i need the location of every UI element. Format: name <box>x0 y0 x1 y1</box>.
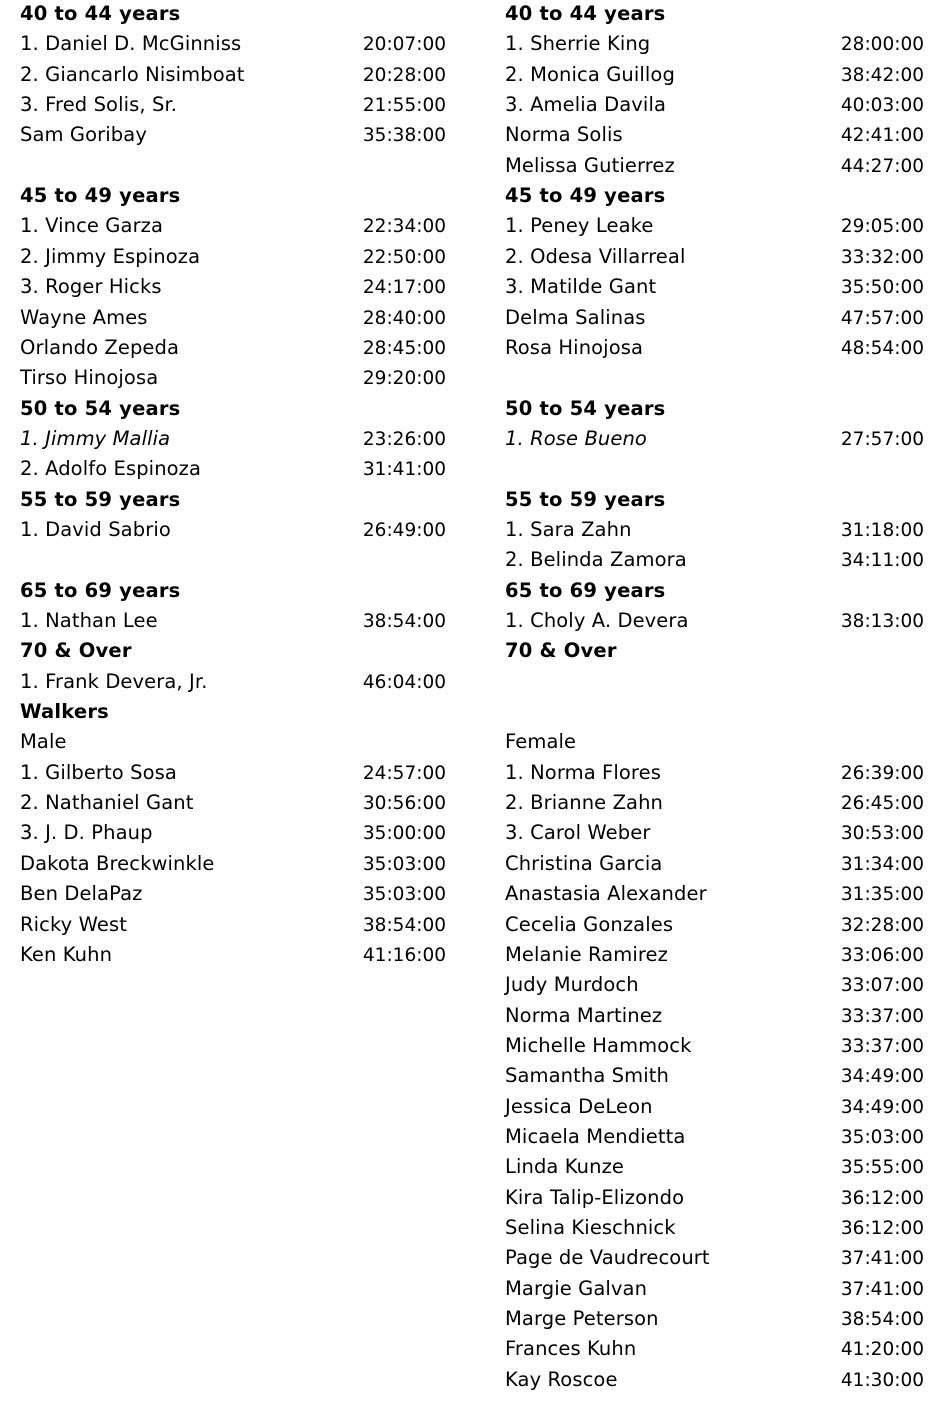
runner-name: 2. Belinda Zamora <box>505 548 687 572</box>
runner-name: 1. Nathan Lee <box>20 609 158 632</box>
finish-time: 34:49:00 <box>840 1096 924 1118</box>
result-row <box>20 120 446 150</box>
finish-time: 30:56:00 <box>362 793 446 815</box>
result-row <box>505 758 924 788</box>
finish-time: 41:20:00 <box>840 1339 924 1361</box>
finish-time: 35:03:00 <box>362 884 446 906</box>
finish-time: 34:49:00 <box>840 1066 924 1088</box>
runner-name: Orlando Zepeda <box>20 335 180 359</box>
finish-time: 28:40:00 <box>362 307 446 329</box>
finish-time: 38:54:00 <box>840 1309 924 1331</box>
finish-time: 32:28:00 <box>840 914 924 936</box>
finish-time: 31:18:00 <box>840 519 924 541</box>
finish-time: 24:17:00 <box>362 277 446 299</box>
category-label: 55 to 59 years <box>20 487 181 511</box>
result-row <box>20 910 446 940</box>
result-row <box>505 970 924 1000</box>
category-label: 40 to 44 years <box>20 2 181 25</box>
result-row <box>505 1122 924 1152</box>
runner-name: Tirso Hinojosa <box>20 366 159 390</box>
finish-time: 24:57:00 <box>362 762 446 784</box>
runner-name: Judy Murdoch <box>505 973 639 997</box>
finish-time: 31:35:00 <box>840 884 924 906</box>
category-label: 65 to 69 years <box>505 578 666 602</box>
finish-time: 44:27:00 <box>840 155 924 177</box>
category-label: 70 & Over <box>20 639 132 663</box>
runner-name: Christina Garcia <box>505 851 663 875</box>
category-label: 70 & Over <box>505 639 617 663</box>
runner-name: Micaela Mendietta <box>505 1124 686 1148</box>
finish-time: 31:41:00 <box>362 459 446 481</box>
category-heading <box>505 636 924 666</box>
finish-time: 41:30:00 <box>840 1369 924 1391</box>
category-label: 55 to 59 years <box>505 487 666 511</box>
runner-name: Frances Kuhn <box>505 1337 637 1361</box>
runner-name: Ben DelaPaz <box>20 882 143 906</box>
finish-time: 38:54:00 <box>362 611 446 632</box>
finish-time: 26:45:00 <box>840 793 924 815</box>
finish-time: 28:00:00 <box>840 34 924 56</box>
runner-name: Michelle Hammock <box>505 1033 692 1057</box>
finish-time: 27:57:00 <box>840 428 924 450</box>
result-row <box>20 363 446 393</box>
runner-name: Marge Peterson <box>505 1307 659 1331</box>
runner-name: Linda Kunze <box>505 1155 625 1179</box>
runner-name: 2. Brianne Zahn <box>505 791 664 815</box>
runner-name: Ken Kuhn <box>20 942 113 966</box>
runner-name: 2. Jimmy Espinoza <box>20 244 201 268</box>
category-label: 50 to 54 years <box>20 396 181 420</box>
category-heading <box>20 485 446 515</box>
finish-time: 33:32:00 <box>840 246 924 268</box>
result-row <box>505 151 924 181</box>
result-row <box>505 1304 924 1334</box>
result-row <box>505 1274 924 1304</box>
runner-name: 1. Peney Leake <box>505 214 654 238</box>
finish-time: 48:54:00 <box>840 337 924 359</box>
runner-name: 2. Odesa Villarreal <box>505 244 686 268</box>
finish-time: 33:06:00 <box>840 944 924 966</box>
runner-name: 3. Carol Weber <box>505 821 651 845</box>
result-row <box>505 303 924 333</box>
category-heading <box>505 485 924 515</box>
runner-name: Anastasia Alexander <box>505 882 707 906</box>
result-row <box>505 1152 924 1182</box>
finish-time: 21:55:00 <box>362 95 446 117</box>
result-row <box>505 60 924 90</box>
result-row <box>505 424 924 454</box>
result-row <box>20 818 446 848</box>
runner-name: Female <box>505 730 577 754</box>
finish-time: 36:12:00 <box>840 1218 924 1239</box>
runner-name: Norma Martinez <box>505 1003 663 1027</box>
runner-name: 1. Choly A. Devera <box>505 609 689 632</box>
finish-time: 41:16:00 <box>362 944 446 966</box>
result-row <box>20 29 446 59</box>
finish-time: 35:03:00 <box>840 1126 924 1148</box>
category-heading <box>20 697 446 727</box>
finish-time: 38:54:00 <box>362 914 446 936</box>
result-row <box>505 940 924 970</box>
result-row <box>20 60 446 90</box>
runner-name: 2. Giancarlo Nisimboat <box>20 62 245 86</box>
result-row <box>505 29 924 59</box>
finish-time: 47:57:00 <box>840 307 924 329</box>
runner-name: 1. Rose Bueno <box>505 426 647 450</box>
result-row <box>505 1001 924 1031</box>
result-row <box>505 545 924 575</box>
category-heading <box>20 0 446 29</box>
runner-name: Male <box>20 730 67 754</box>
category-heading <box>20 576 446 606</box>
result-row <box>20 515 446 545</box>
runner-name: Page de Vaudrecourt <box>505 1246 710 1270</box>
runner-name: Melanie Ramirez <box>505 942 668 966</box>
finish-time: 33:37:00 <box>840 1005 924 1027</box>
result-row <box>20 606 446 636</box>
result-row <box>20 242 446 272</box>
result-row <box>505 849 924 879</box>
category-label: 45 to 49 years <box>20 184 181 208</box>
category-heading <box>505 0 924 29</box>
category-label: 65 to 69 years <box>20 578 181 602</box>
result-row <box>505 90 924 120</box>
result-row <box>20 272 446 302</box>
runner-name: 1. David Sabrio <box>20 517 171 541</box>
result-row <box>505 1092 924 1122</box>
runner-name: 3. Matilde Gant <box>505 275 657 299</box>
runner-name: 1. Daniel D. McGinniss <box>20 32 242 56</box>
result-row <box>20 940 446 970</box>
finish-time: 40:03:00 <box>840 95 924 117</box>
finish-time: 37:41:00 <box>840 1278 924 1300</box>
result-row <box>505 910 924 940</box>
finish-time: 35:00:00 <box>362 823 446 845</box>
finish-time: 38:42:00 <box>840 64 924 86</box>
finish-time: 20:28:00 <box>362 64 446 86</box>
finish-time: 35:38:00 <box>362 125 446 147</box>
result-row <box>505 333 924 363</box>
result-row <box>20 454 446 484</box>
finish-time: 30:53:00 <box>840 823 924 845</box>
result-row <box>505 211 924 241</box>
finish-time: 20:07:00 <box>362 34 446 56</box>
runner-name: 1. Gilberto Sosa <box>20 760 177 784</box>
runner-name: 3. Fred Solis, Sr. <box>20 93 178 117</box>
finish-time: 29:05:00 <box>840 216 924 238</box>
result-row <box>505 272 924 302</box>
runner-name: Ricky West <box>20 912 127 936</box>
finish-time: 35:50:00 <box>840 277 924 299</box>
result-row <box>505 242 924 272</box>
result-row <box>20 90 446 120</box>
result-row <box>505 1243 924 1273</box>
runner-name: Margie Galvan <box>505 1276 648 1300</box>
runner-name: 1. Jimmy Mallia <box>20 426 171 450</box>
runner-name: Dakota Breckwinkle <box>20 851 215 875</box>
finish-time: 33:07:00 <box>840 975 924 997</box>
finish-time: 31:34:00 <box>840 853 924 875</box>
category-label: 45 to 49 years <box>505 184 666 208</box>
result-row <box>20 788 446 818</box>
category-heading <box>505 181 924 211</box>
finish-time: 36:12:00 <box>840 1187 924 1209</box>
result-row <box>20 727 446 757</box>
result-row <box>505 1334 924 1364</box>
runner-name: Norma Solis <box>505 123 623 147</box>
runner-name: 1. Norma Flores <box>505 760 661 784</box>
finish-time: 26:39:00 <box>840 762 924 784</box>
category-heading <box>20 181 446 211</box>
runner-name: Wayne Ames <box>20 305 148 329</box>
runner-name: 1. Vince Garza <box>20 214 164 238</box>
result-row <box>505 1031 924 1061</box>
finish-time: 28:45:00 <box>362 337 446 359</box>
result-row <box>505 1061 924 1091</box>
result-row <box>20 211 446 241</box>
finish-time: 46:04:00 <box>362 671 446 693</box>
runner-name: Jessica DeLeon <box>505 1094 653 1118</box>
result-row <box>505 1213 924 1243</box>
finish-time: 42:41:00 <box>840 125 924 147</box>
result-row <box>20 303 446 333</box>
finish-time: 22:34:00 <box>362 216 446 238</box>
runner-name: Cecelia Gonzales <box>505 912 674 936</box>
result-row <box>505 606 924 636</box>
runner-name: Melissa Gutierrez <box>505 153 675 177</box>
runner-name: 2. Adolfo Espinoza <box>20 457 202 481</box>
result-row <box>505 1365 924 1395</box>
result-row <box>505 879 924 909</box>
category-label: 50 to 54 years <box>505 396 666 420</box>
finish-time: 22:50:00 <box>362 246 446 268</box>
runner-name: Samantha Smith <box>505 1064 669 1088</box>
runner-name: 3. Amelia Davila <box>505 93 667 117</box>
result-row <box>505 788 924 818</box>
finish-time: 23:26:00 <box>362 428 446 450</box>
category-heading <box>20 394 446 424</box>
runner-name: Selina Kieschnick <box>505 1216 676 1239</box>
finish-time: 35:55:00 <box>840 1157 924 1179</box>
finish-time: 35:03:00 <box>362 853 446 875</box>
finish-time: 29:20:00 <box>362 368 446 390</box>
finish-time: 37:41:00 <box>840 1248 924 1270</box>
runner-name: Kay Roscoe <box>505 1367 618 1391</box>
runner-name: 3. J. D. Phaup <box>20 821 153 845</box>
runner-name: 1. Sherrie King <box>505 32 651 56</box>
category-heading <box>505 394 924 424</box>
result-row <box>20 424 446 454</box>
runner-name: Kira Talip-Elizondo <box>505 1185 685 1209</box>
category-label: Walkers <box>20 700 109 724</box>
runner-name: Rosa Hinojosa <box>505 335 644 359</box>
result-row <box>505 515 924 545</box>
result-row <box>20 849 446 879</box>
runner-name: 3. Roger Hicks <box>20 275 162 299</box>
result-row <box>20 333 446 363</box>
runner-name: 1. Sara Zahn <box>505 517 632 541</box>
runner-name: 2. Monica Guillog <box>505 62 675 86</box>
runner-name: 2. Nathaniel Gant <box>20 791 194 815</box>
finish-time: 26:49:00 <box>362 519 446 541</box>
finish-time: 33:37:00 <box>840 1035 924 1057</box>
result-row <box>505 1183 924 1213</box>
result-row <box>20 758 446 788</box>
finish-time: 34:11:00 <box>840 550 924 572</box>
runner-name: 1. Frank Devera, Jr. <box>20 669 208 693</box>
result-row <box>505 727 924 757</box>
runner-name: Delma Salinas <box>505 305 646 329</box>
category-heading <box>20 636 446 666</box>
result-row <box>505 818 924 848</box>
result-row <box>20 667 446 697</box>
result-row <box>20 879 446 909</box>
category-label: 40 to 44 years <box>505 2 666 25</box>
finish-time: 38:13:00 <box>840 611 924 632</box>
result-row <box>505 120 924 150</box>
runner-name: Sam Goribay <box>20 123 147 147</box>
category-heading <box>505 576 924 606</box>
